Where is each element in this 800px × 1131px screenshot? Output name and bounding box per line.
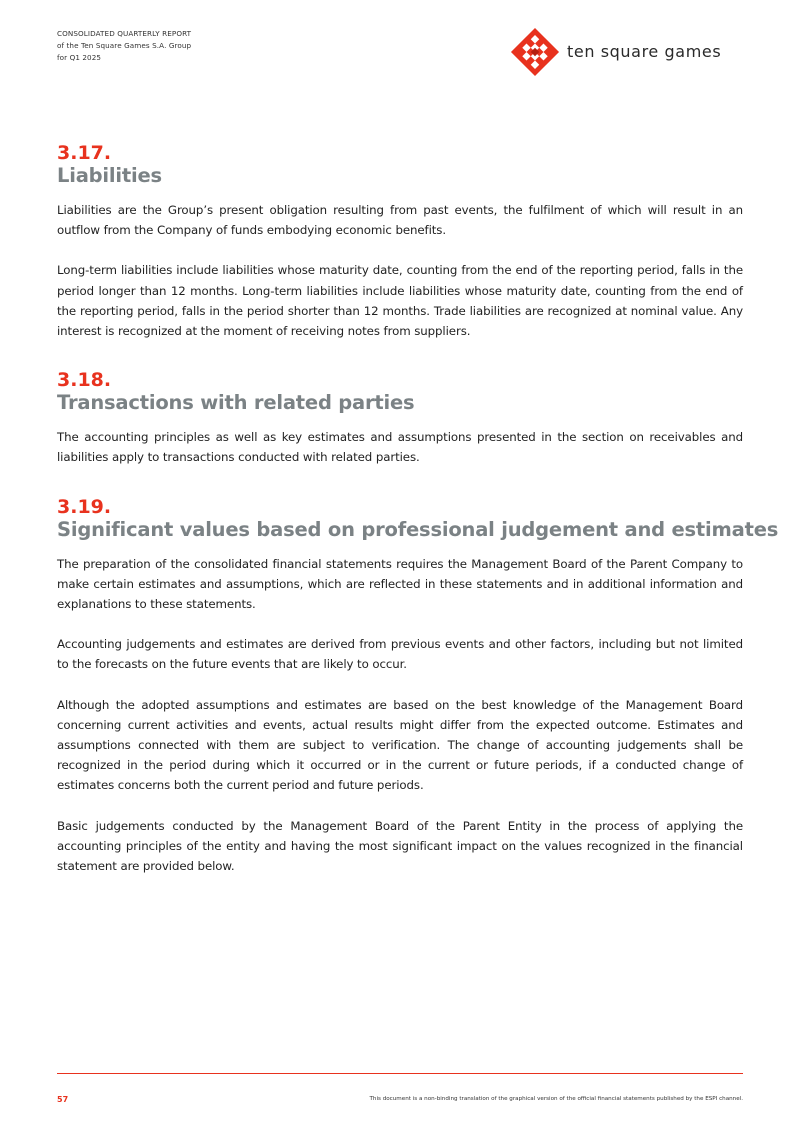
- section-judgement-estimates: [57, 495, 779, 877]
- paragraph: Long-term liabilities include liabilities whose maturity date, counting from the end of the reporting period, falls in the period longer than 12 months. Long-term liabilities include liabilities whose maturity date, counting from the end of the reporting period, falls in the period shorter than 12 months. Trade liabilities are recognized at nominal value. Any interest is recognized at the moment of receiving notes from suppliers.: [57, 263, 743, 339]
- paragraph: Liabilities are the Group’s present obligation resulting from past events, the fulfilment of which will result in an outflow from the Company of funds embodying economic benefits.: [57, 203, 743, 238]
- paragraph: The preparation of the consolidated financial statements requires the Management Board of the Parent Company to make certain estimates and assumptions, which are reflected in these statements and in additional information and explanations to these statements.: [57, 556, 743, 612]
- section-number: 3.19.: [57, 495, 112, 518]
- logo-wordmark: ten square games: [567, 41, 722, 61]
- paragraph: The accounting principles as well as key estimates and assumptions presented in the section on receivables and liabilities apply to transactions conducted with related parties.: [57, 430, 743, 465]
- paragraph: Although the adopted assumptions and estimates are based on the best knowledge of the Management Board concerning current activities and events, actual results might differ from the expected outcome. Estimates and assumptions connected with them are subject to verification. The change of accounting judgements shall be recognized in the period during which it occurred or in the current or future periods, if a conducted change of estimates concerns both the current period and future periods.: [57, 697, 743, 793]
- section-number: 3.17.: [57, 142, 112, 164]
- section-title: Significant values based on professional judgement and estimates: [57, 517, 779, 541]
- company-logo: [510, 27, 721, 77]
- page-number: 57: [57, 1095, 69, 1104]
- paragraph: Basic judgements conducted by the Management Board of the Parent Entity in the process of applying the accounting principles of the entity and having the most significant impact on the values recognized in the financial statement are provided below.: [57, 818, 743, 874]
- section-title: Transactions with related parties: [57, 391, 415, 415]
- page-content: [57, 142, 779, 896]
- footer-disclaimer: This document is a non-binding translation of the graphical version of the official financial statements published by the ESPI channel.: [369, 1096, 743, 1102]
- section-number: 3.18.: [57, 369, 112, 392]
- report-header: [57, 28, 191, 64]
- section-related-parties: [57, 369, 743, 467]
- report-group: of the Ten Square Games S.A. Group: [57, 41, 192, 50]
- report-title: CONSOLIDATED QUARTERLY REPORT: [57, 29, 192, 38]
- paragraph: Accounting judgements and estimates are derived from previous events and other factors, including but not limited to the forecasts on the future events that are likely to occur.: [57, 637, 743, 672]
- footer-divider: [57, 1073, 743, 1074]
- section-title: Liabilities: [57, 164, 162, 187]
- diamond-checker-logo-icon: [510, 27, 560, 77]
- report-period: for Q1 2025: [57, 53, 102, 62]
- section-liabilities: [57, 142, 743, 341]
